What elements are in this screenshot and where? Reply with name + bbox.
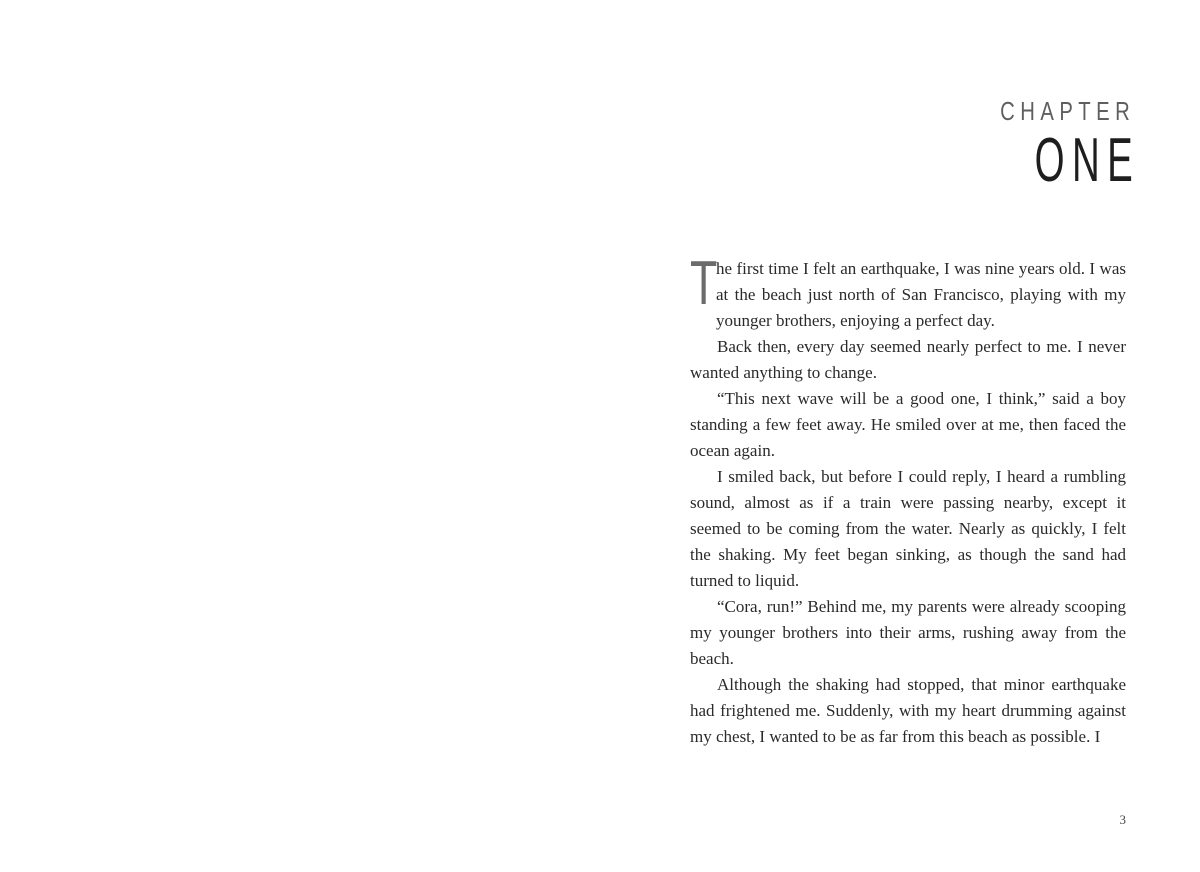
chapter-heading xyxy=(962,96,1140,195)
chapter-label: CHAPTER xyxy=(999,96,1135,126)
chapter-number: ONE xyxy=(1034,126,1140,195)
right-page xyxy=(600,0,1200,872)
paragraph-6: Although the shaking had stopped, that minor earthquake had frightened me. Suddenly, with my heart drumming against my chest, I wanted to be as far from this beach as possible. I xyxy=(690,675,1126,746)
paragraph-2: Back then, every day seemed nearly perfect to me. I never wanted anything to change. xyxy=(690,337,1126,382)
paragraph-1-text: he first time I felt an earthquake, I was nine years old. I was at the beach just north of San Francisco, playing with my younger brothers, enjoying a perfect day. xyxy=(716,259,1126,330)
drop-cap: T xyxy=(690,249,718,318)
paragraph-4: I smiled back, but before I could reply, I heard a rumbling sound, almost as if a train were passing nearby, except it seemed to be coming from the water. Nearly as quickly, I felt the shaking. My feet began sinking, as though the sand had turned to liquid. xyxy=(690,467,1126,590)
page-number: 3 xyxy=(1119,812,1126,827)
paragraph-1 xyxy=(690,249,1126,334)
chapter-body-text xyxy=(690,249,1126,750)
paragraph-5: “Cora, run!” Behind me, my parents were already scooping my younger brothers into their arms, rushing away from the beach. xyxy=(690,597,1126,668)
paragraph-3: “This next wave will be a good one, I think,” said a boy standing a few feet away. He smiled over at me, then faced the ocean again. xyxy=(690,389,1126,460)
